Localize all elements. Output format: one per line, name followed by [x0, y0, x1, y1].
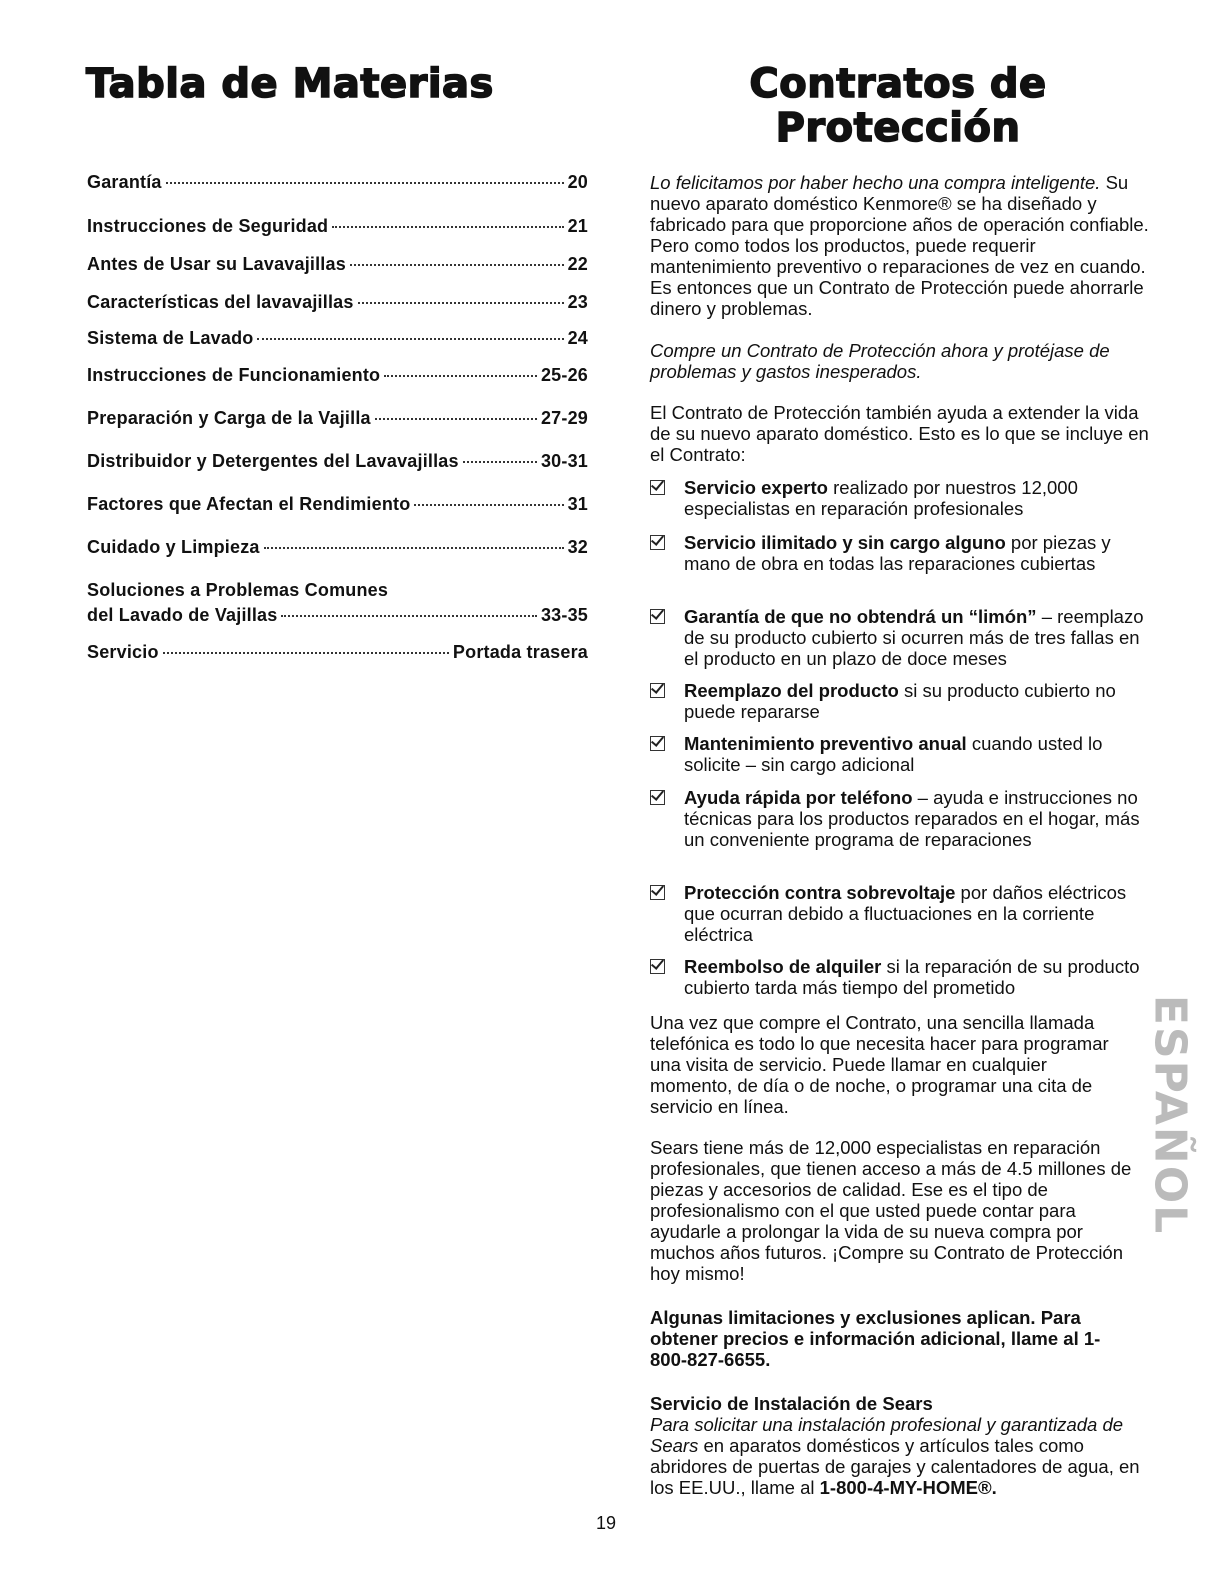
install-paragraph [650, 1414, 1150, 1498]
toc-entry-label: del Lavado de Vajillas [87, 605, 278, 625]
toc-entry-page: Portada trasera [452, 642, 588, 662]
benefit-item [650, 532, 1150, 574]
toc-entry-label: Garantía [87, 172, 162, 192]
benefit-title: Reemplazo del producto [684, 680, 899, 701]
dot-leader [257, 338, 563, 340]
toc-entry [87, 451, 588, 472]
page-number: 19 [595, 1513, 617, 1533]
checkbox-checked-icon [650, 959, 665, 974]
install-text: en aparatos domésticos y artículos tales como abridores de puertas de garajes y calentadores de agua, en los EE.UU., llame al [650, 1435, 1140, 1498]
toc-entry-label: Factores que Afectan el Rendimiento [87, 494, 411, 514]
benefit-item [650, 477, 1150, 519]
toc-entry-page: 27-29 [540, 408, 588, 428]
dot-leader [166, 182, 564, 184]
checkbox-checked-icon [650, 480, 665, 495]
install-phone: 1-800-4-MY-HOME®. [819, 1477, 997, 1498]
dot-leader [384, 375, 537, 377]
checkbox-checked-icon [650, 736, 665, 751]
sears-paragraph: Sears tiene más de 12,000 especialistas en reparación profesionales, que tienen acceso a más de 4.5 millones de piezas y accesorios de calidad. Ese es el tipo de profesionalismo con el que usted puede contar para ayudarle a prolongar la vida de su nueva compra por muchos años futuros. ¡Compre su Contrato de Protección hoy mismo! [650, 1137, 1132, 1284]
call-paragraph: Una vez que compre el Contrato, una sencilla llamada telefónica es todo lo que necesita hacer para programar una visita de servicio. Puede llamar en cualquier momento, de día o de noche, o programar una cita de servicio en línea. [650, 1012, 1109, 1117]
toc-entry-page: 24 [567, 328, 588, 348]
toc-entry [87, 328, 588, 349]
toc-entry [87, 216, 588, 237]
toc-title: Tabla de Materias [86, 61, 494, 107]
checkbox-checked-icon [650, 683, 665, 698]
toc-entry [87, 494, 588, 515]
dot-leader [332, 226, 563, 228]
toc-entry-page: 22 [567, 254, 588, 274]
benefit-title: Garantía de que no obtendrá un “limón” [684, 606, 1037, 627]
checkbox-checked-icon [650, 790, 665, 805]
toc-entry-label: Sistema de Lavado [87, 328, 254, 348]
intro-text: Su nuevo aparato doméstico Kenmore® se ha diseñado y fabricado para que proporcione años de operación confiable. Pero como todos los productos, puede requerir mantenimiento preventivo o reparaciones de vez en cuando. Es entonces que un Contrato de Protección puede ahorrarle dinero y problemas. [650, 172, 1149, 319]
dot-leader [358, 302, 564, 304]
toc-entry-label: Instrucciones de Funcionamiento [87, 365, 381, 385]
toc-entry [87, 254, 588, 275]
toc-entry [87, 172, 588, 193]
benefit-text: por piezas y mano de obra en todas las reparaciones cubiertas [684, 532, 1111, 574]
toc-entry-label: Instrucciones de Seguridad [87, 216, 329, 236]
benefit-title: Reembolso de alquiler [684, 956, 882, 977]
checkbox-checked-icon [650, 535, 665, 550]
dot-leader [350, 264, 564, 266]
benefit-title: Mantenimiento preventivo anual [684, 733, 967, 754]
benefit-item [650, 956, 1150, 998]
dot-leader [163, 652, 449, 654]
toc-entry [87, 292, 588, 313]
includes-paragraph: El Contrato de Protección también ayuda a extender la vida de su nuevo aparato doméstico. Esto es lo que se incluye en el Contrato: [650, 402, 1149, 465]
toc-entry-label: Soluciones a Problemas Comunes [87, 580, 389, 600]
language-side-tab [1140, 995, 1200, 1235]
dot-leader [264, 547, 564, 549]
benefit-text: si su producto cubierto no puede repararse [684, 680, 1116, 722]
benefit-item [650, 680, 1150, 722]
benefit-title: Protección contra sobrevoltaje [684, 882, 956, 903]
toc-entry-label: Características del lavavajillas [87, 292, 354, 312]
benefit-title: Servicio experto [684, 477, 828, 498]
dot-leader [375, 418, 537, 420]
cta-paragraph: Compre un Contrato de Protección ahora y protéjase de problemas y gastos inesperados. [650, 340, 1110, 382]
language-side-tab-label: ESPAÑOL [1144, 994, 1196, 1236]
benefit-item [650, 733, 1150, 775]
toc-entry [87, 537, 588, 558]
dot-leader [414, 504, 563, 506]
toc-entry-label: Preparación y Carga de la Vajilla [87, 408, 371, 428]
benefit-item [650, 606, 1150, 669]
toc-entry-page: 25-26 [540, 365, 588, 385]
intro-paragraph [650, 172, 1150, 319]
dot-leader [463, 461, 537, 463]
toc-entry-label: Servicio [87, 642, 159, 662]
benefit-text: realizado por nuestros 12,000 especialistas en reparación profesionales [684, 477, 1078, 519]
toc-entry [87, 365, 588, 386]
limitations-paragraph: Algunas limitaciones y exclusiones aplican. Para obtener precios e información adicional, llame al 1-800-827-6655. [650, 1307, 1101, 1370]
toc-entry-label: Distribuidor y Detergentes del Lavavajillas [87, 451, 459, 471]
benefit-item [650, 882, 1150, 945]
toc-entry-page: 23 [567, 292, 588, 312]
toc-entry [87, 408, 588, 429]
checkbox-checked-icon [650, 885, 665, 900]
benefit-text: por daños eléctricos que ocurran debido a fluctuaciones en la corriente eléctrica [684, 882, 1127, 945]
contracts-title [650, 62, 1146, 150]
contracts-title-line2: Protección [775, 105, 1021, 151]
install-heading: Servicio de Instalación de Sears [650, 1393, 933, 1414]
benefit-text: cuando usted lo solicite – sin cargo adicional [684, 733, 1103, 775]
toc-entry-page: 31 [567, 494, 588, 514]
dot-leader [281, 615, 536, 617]
toc-entry-label: Cuidado y Limpieza [87, 537, 260, 557]
toc-entry-page: 20 [567, 172, 588, 192]
install-italic: Para solicitar una instalación profesional y garantizada de Sears [650, 1414, 1124, 1456]
benefit-item [650, 787, 1150, 850]
benefit-text: – ayuda e instrucciones no técnicas para los productos reparados en el hogar, más un conveniente programa de reparaciones [684, 787, 1140, 850]
toc-entry-page: 32 [567, 537, 588, 557]
toc-entry-page: 21 [567, 216, 588, 236]
toc-entry [87, 642, 588, 663]
toc-entry-page: 30-31 [540, 451, 588, 471]
intro-italic: Lo felicitamos por haber hecho una compra inteligente. [650, 172, 1101, 193]
toc-entry-page: 33-35 [540, 605, 588, 625]
toc-entry-label: Antes de Usar su Lavavajillas [87, 254, 346, 274]
toc-entry [87, 605, 588, 626]
benefit-title: Ayuda rápida por teléfono [684, 787, 913, 808]
contracts-title-line1: Contratos de [749, 61, 1047, 107]
toc-entry-heading [87, 580, 588, 601]
benefit-text: si la reparación de su producto cubierto tarda más tiempo del prometido [684, 956, 1140, 998]
benefit-title: Servicio ilimitado y sin cargo alguno [684, 532, 1006, 553]
checkbox-checked-icon [650, 609, 665, 624]
benefit-text: – reemplazo de su producto cubierto si ocurren más de tres fallas en el producto en un plazo de doce meses [684, 606, 1144, 669]
